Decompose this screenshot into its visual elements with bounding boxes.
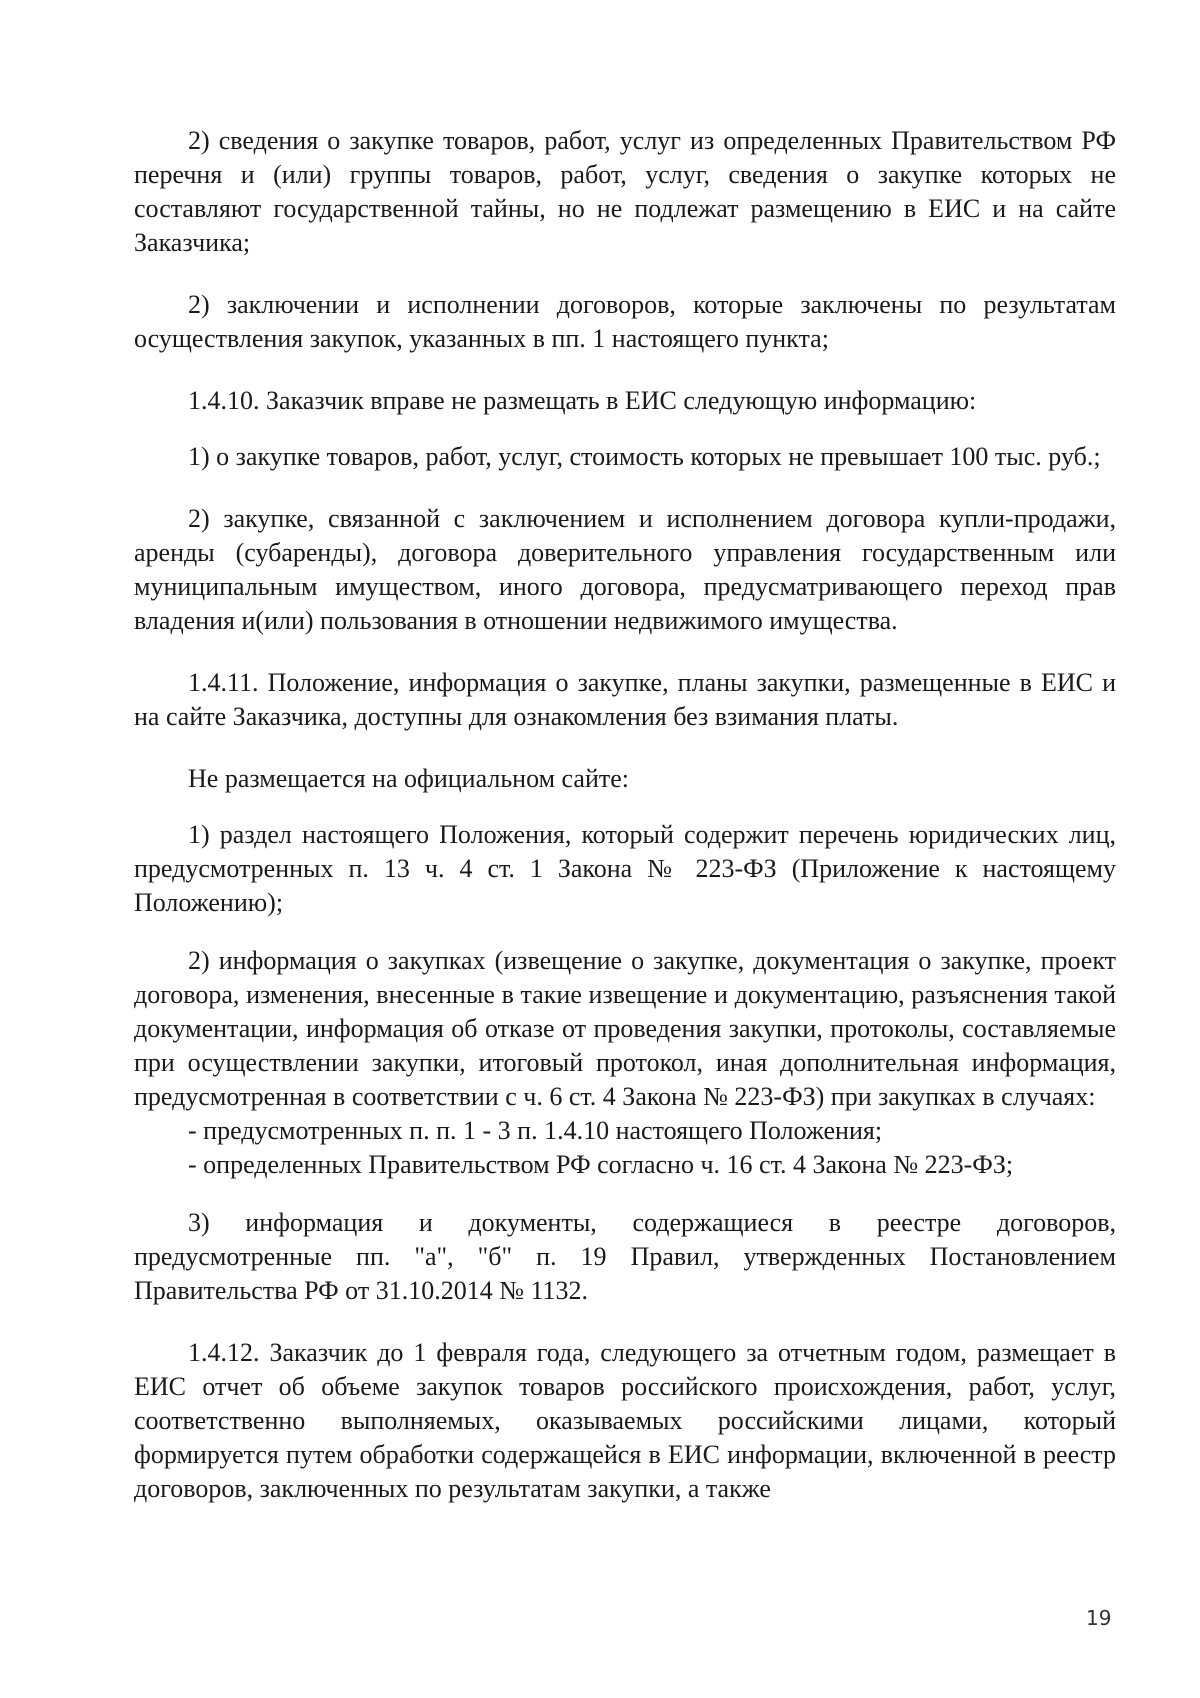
paragraph-1-100k: 1) о закупке товаров, работ, услуг, стоимость которых не превышает 100 тыс. руб.; <box>188 442 1101 471</box>
document-body <box>134 124 1116 1506</box>
paragraph-1-4-10: 1.4.10. Заказчик вправе не размещать в ЕИС следующую информацию: <box>188 386 977 415</box>
paragraph-3-registry: 3) информация и документы, содержащиеся в реестре договоров, предусмотренные пп. "а", "б" п. 19 Правил, утвержденных Постановлением Правительства РФ от 31.10.2014 № 1132. <box>134 1208 1116 1305</box>
paragraph-2-info-secret: 2) сведения о закупке товаров, работ, услуг из определенных Правительством РФ перечня и (или) группы товаров, работ, услуг, сведения о закупке которых не составляют государственной тайны, но не подлежат размещению в ЕИС и на сайте Заказчика; <box>134 126 1116 257</box>
list-item-government: - определенных Правительством РФ согласно ч. 16 ст. 4 Закона № 223-ФЗ; <box>188 1150 1014 1179</box>
paragraph-not-published: Не размещается на официальном сайте: <box>188 764 629 793</box>
paragraph-2-real-estate: 2) закупке, связанной с заключением и исполнением договора купли-продажи, аренды (субаренды), договора доверительного управления государственным или муниципальным имуществом, иного договора, предусматривающего переход прав владения и(или) пользования в отношении недвижимого имущества. <box>134 504 1116 635</box>
paragraph-2-contracts: 2) заключении и исполнении договоров, которые заключены по результатам осуществления закупок, указанных в пп. 1 настоящего пункта; <box>134 290 1116 353</box>
paragraph-2-procurement-info: 2) информация о закупках (извещение о закупке, документация о закупке, проект договора, изменения, внесенные в такие извещение и документацию, разъяснения такой документации, информация об отказе от проведения закупки, протоколы, составляемые при осуществлении закупки, итоговый протокол, иная дополнительная информация, предусмотренная в соответствии с ч. 6 ст. 4 Закона № 223-ФЗ) при закупках в случаях: <box>134 946 1116 1111</box>
paragraph-1-4-11: 1.4.11. Положение, информация о закупке, планы закупки, размещенные в ЕИС и на сайте Заказчика, доступны для ознакомления без взимания платы. <box>134 668 1116 731</box>
page-number: 19 <box>1086 1606 1112 1630</box>
paragraph-1-4-12: 1.4.12. Заказчик до 1 февраля года, следующего за отчетным годом, размещает в ЕИС отчет об объеме закупок товаров российского происхождения, работ, услуг, соответственно выполняемых, оказываемых российскими лицами, который формируется путем обработки содержащейся в ЕИС информации, включенной в реестр договоров, заключенных по результатам закупки, а также <box>134 1338 1116 1503</box>
list-item-1-4-10: - предусмотренных п. п. 1 - 3 п. 1.4.10 настоящего Положения; <box>188 1116 883 1145</box>
paragraph-1-section: 1) раздел настоящего Положения, который содержит перечень юридических лиц, предусмотренных п. 13 ч. 4 ст. 1 Закона № 223-ФЗ (Приложение к настоящему Положению); <box>134 820 1116 917</box>
